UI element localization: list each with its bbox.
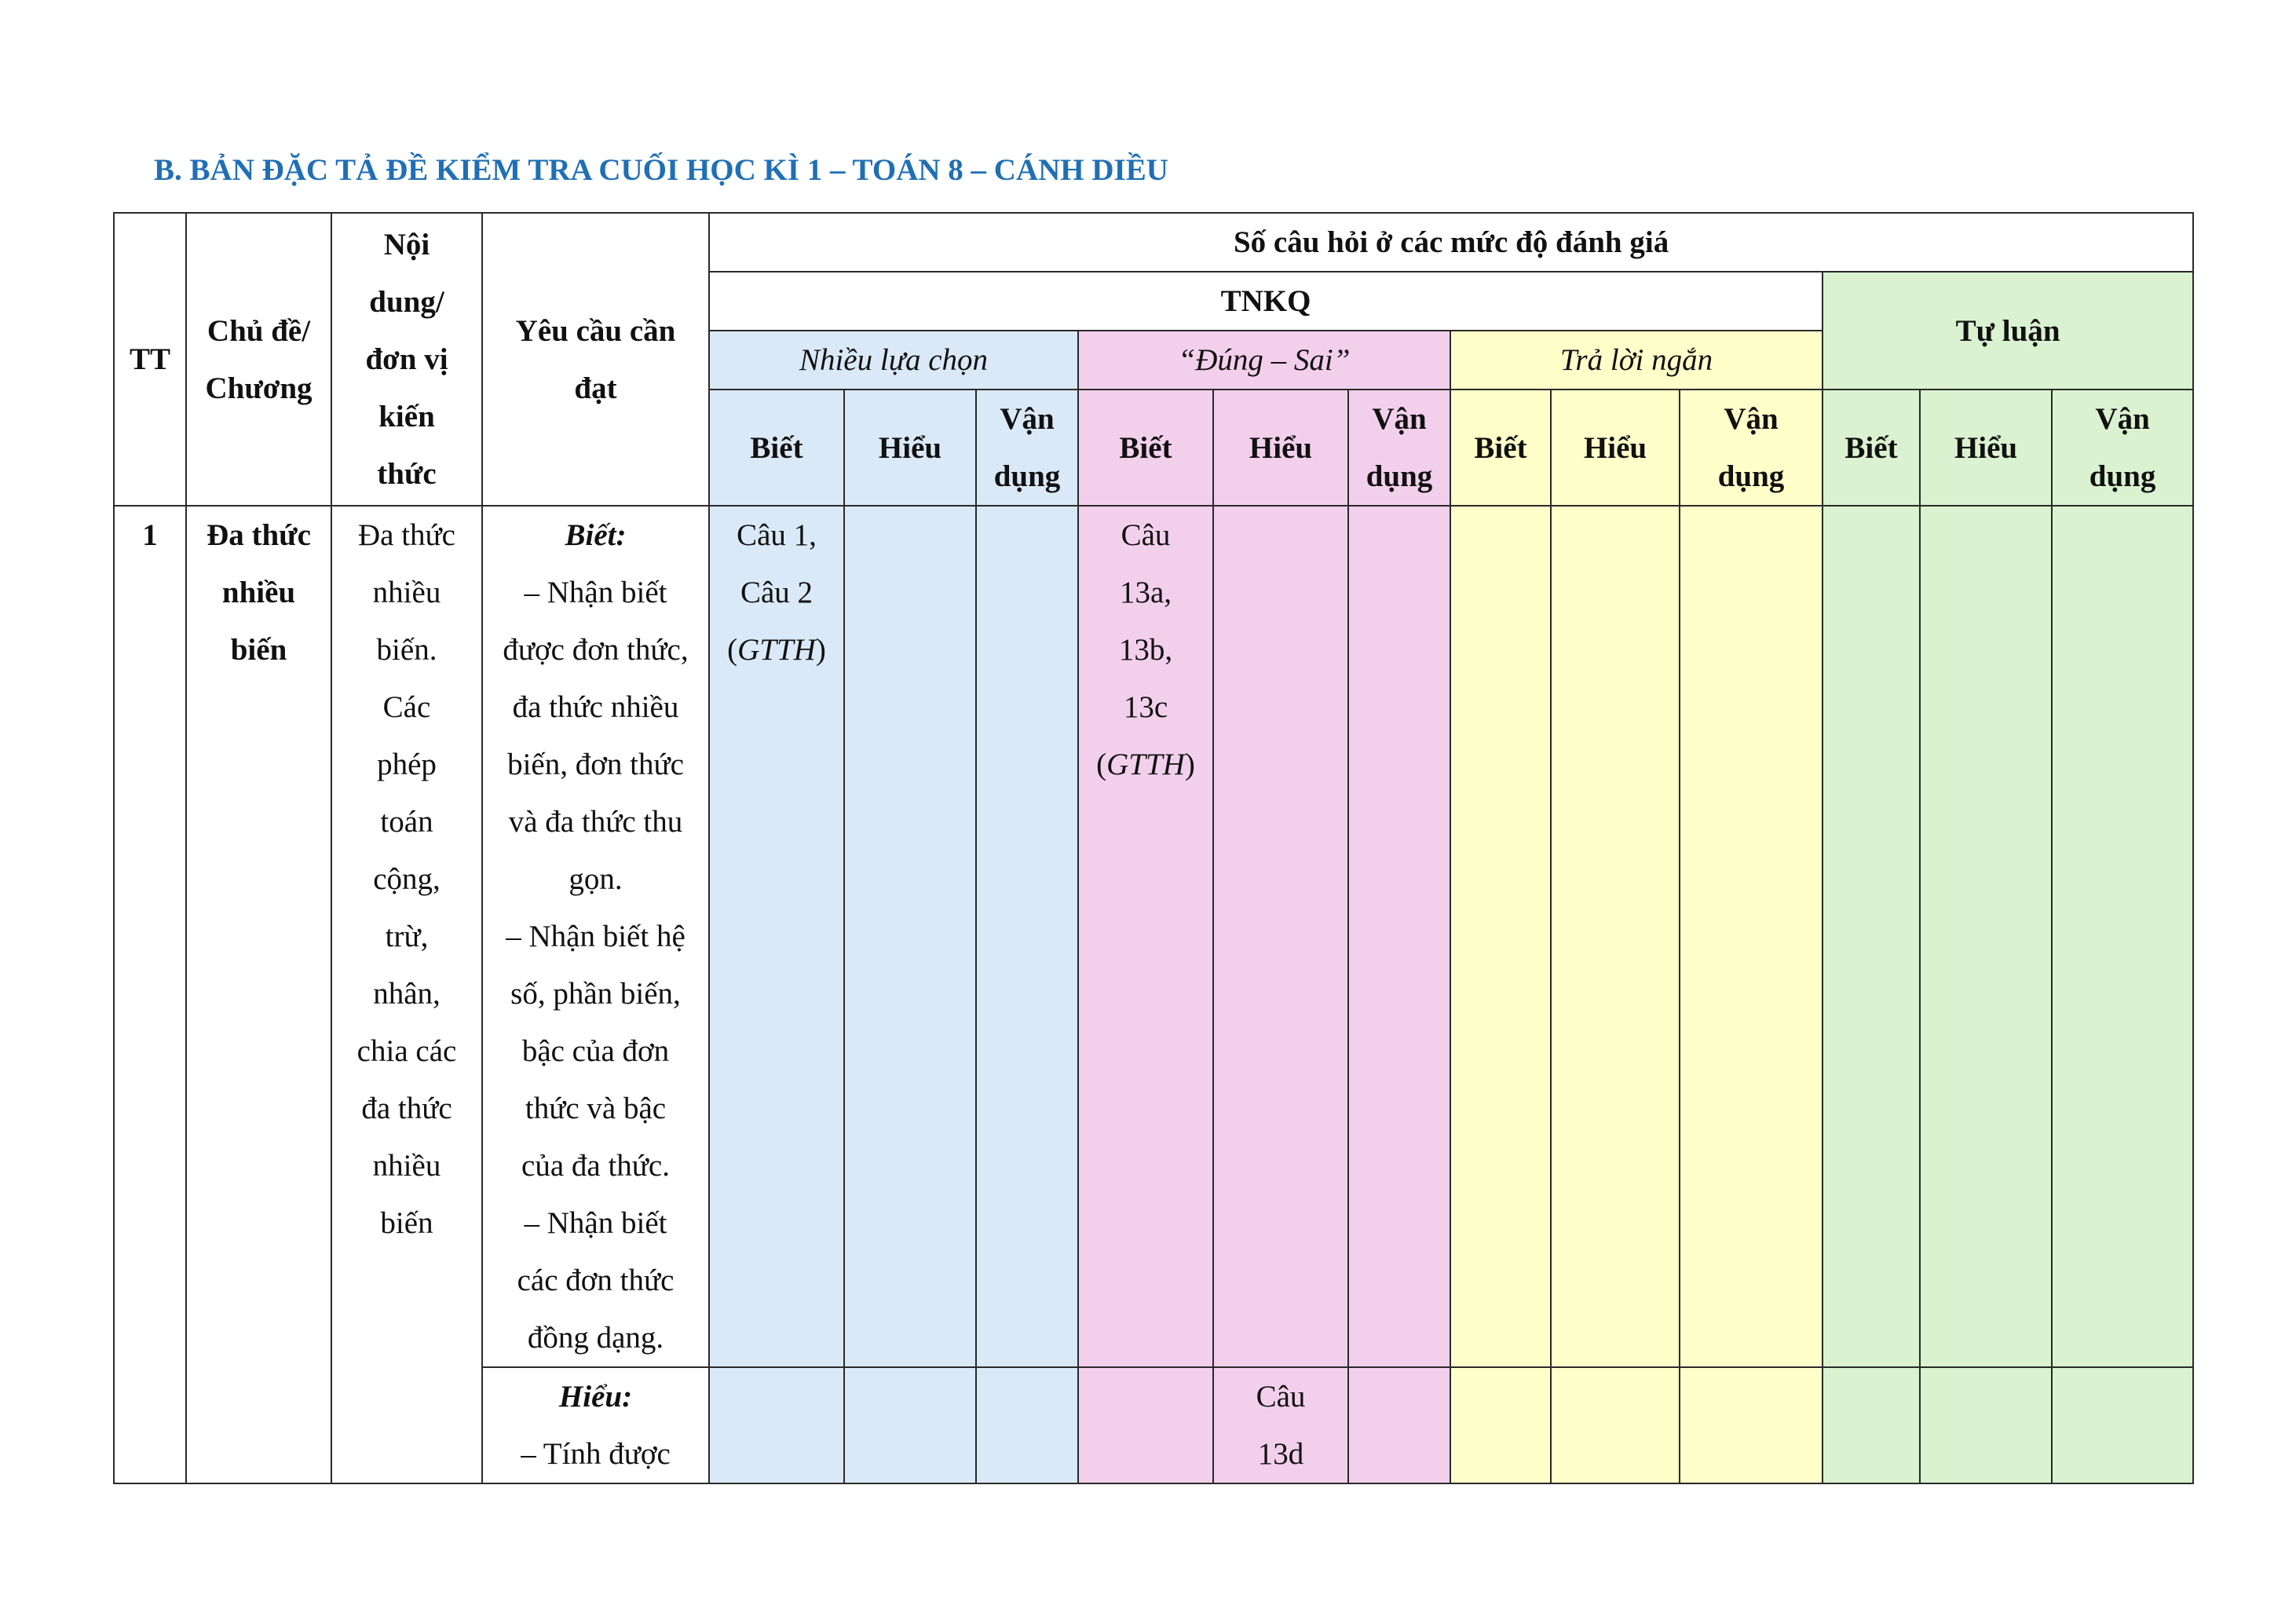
header-tl-van-dung: Vận dụng xyxy=(2052,390,2193,506)
cell-tln-biet xyxy=(1450,1367,1551,1483)
cell-tl-van-dung xyxy=(2052,1367,2193,1483)
header-chu-de: Chủ đề/ Chương xyxy=(186,213,331,506)
header-tl-biet: Biết xyxy=(1823,390,1920,506)
cell-nlc-van-dung xyxy=(976,1367,1078,1483)
header-nlc-hieu: Hiểu xyxy=(844,390,976,506)
requirement-biet: Biết: – Nhận biết được đơn thức, đa thức nhiều biến, đơn thức và đa thức thu gọn. – Nhận biết hệ số, phần biến, bậc của đơn thức và bậc của đa thức. – Nhận biết các đơn thức đồng dạng. xyxy=(482,506,709,1367)
row-chu-de: Đa thức nhiều biến xyxy=(186,506,331,1483)
header-tt: TT xyxy=(114,213,186,506)
header-ds-biet: Biết xyxy=(1078,390,1213,506)
cell-nlc-biet xyxy=(709,1367,844,1483)
cell-tl-hieu xyxy=(1920,506,2052,1367)
row-noi-dung: Đa thức nhiều biến. Các phép toán cộng, trừ, nhân, chia các đa thức nhiều biến xyxy=(331,506,482,1483)
cell-tl-biet xyxy=(1823,506,1920,1367)
header-nlc-biet: Biết xyxy=(709,390,844,506)
header-yeu-cau: Yêu cầu cần đạt xyxy=(482,213,709,506)
cell-tln-hieu xyxy=(1551,1367,1680,1483)
cell-ds-biet: Câu 13a, 13b, 13c (GTTH) xyxy=(1078,506,1213,1367)
specification-table xyxy=(113,212,2194,1484)
cell-tln-van-dung xyxy=(1680,1367,1823,1483)
page-title: B. BẢN ĐẶC TẢ ĐỀ KIỂM TRA CUỐI HỌC KÌ 1 – TOÁN 8 – CÁNH DIỀU xyxy=(154,153,1168,187)
cell-nlc-van-dung xyxy=(976,506,1078,1367)
header-tu-luan: Tự luận xyxy=(1823,272,2193,390)
header-nhieu-lua-chon: Nhiều lựa chọn xyxy=(709,331,1078,390)
header-ds-hieu: Hiểu xyxy=(1213,390,1348,506)
cell-ds-van-dung xyxy=(1348,1367,1450,1483)
requirement-hieu: Hiểu: – Tính được xyxy=(482,1367,709,1483)
cell-tln-hieu xyxy=(1551,506,1680,1367)
header-tnkq: TNKQ xyxy=(709,272,1823,331)
cell-tln-van-dung xyxy=(1680,506,1823,1367)
header-tl-hieu: Hiểu xyxy=(1920,390,2052,506)
header-nlc-van-dung: Vận dụng xyxy=(976,390,1078,506)
cell-tl-biet xyxy=(1823,1367,1920,1483)
header-noi-dung: Nội dung/ đơn vị kiến thức xyxy=(331,213,482,506)
cell-ds-hieu xyxy=(1213,506,1348,1367)
header-tln-biet: Biết xyxy=(1450,390,1551,506)
cell-ds-hieu: Câu 13d xyxy=(1213,1367,1348,1483)
header-ds-van-dung: Vận dụng xyxy=(1348,390,1450,506)
row-tt: 1 xyxy=(114,506,186,1483)
header-tln-van-dung: Vận dụng xyxy=(1680,390,1823,506)
cell-tl-van-dung xyxy=(2052,506,2193,1367)
cell-nlc-hieu xyxy=(844,1367,976,1483)
header-tra-loi-ngan: Trả lời ngắn xyxy=(1450,331,1823,390)
cell-ds-biet xyxy=(1078,1367,1213,1483)
header-dung-sai: “Đúng – Sai” xyxy=(1078,331,1450,390)
cell-nlc-biet: Câu 1, Câu 2 (GTTH) xyxy=(709,506,844,1367)
table-row xyxy=(114,506,2193,1367)
header-so-cau-hoi: Số câu hỏi ở các mức độ đánh giá xyxy=(709,213,2193,272)
header-tln-hieu: Hiểu xyxy=(1551,390,1680,506)
cell-ds-van-dung xyxy=(1348,506,1450,1367)
cell-nlc-hieu xyxy=(844,506,976,1367)
cell-tl-hieu xyxy=(1920,1367,2052,1483)
cell-tln-biet xyxy=(1450,506,1551,1367)
